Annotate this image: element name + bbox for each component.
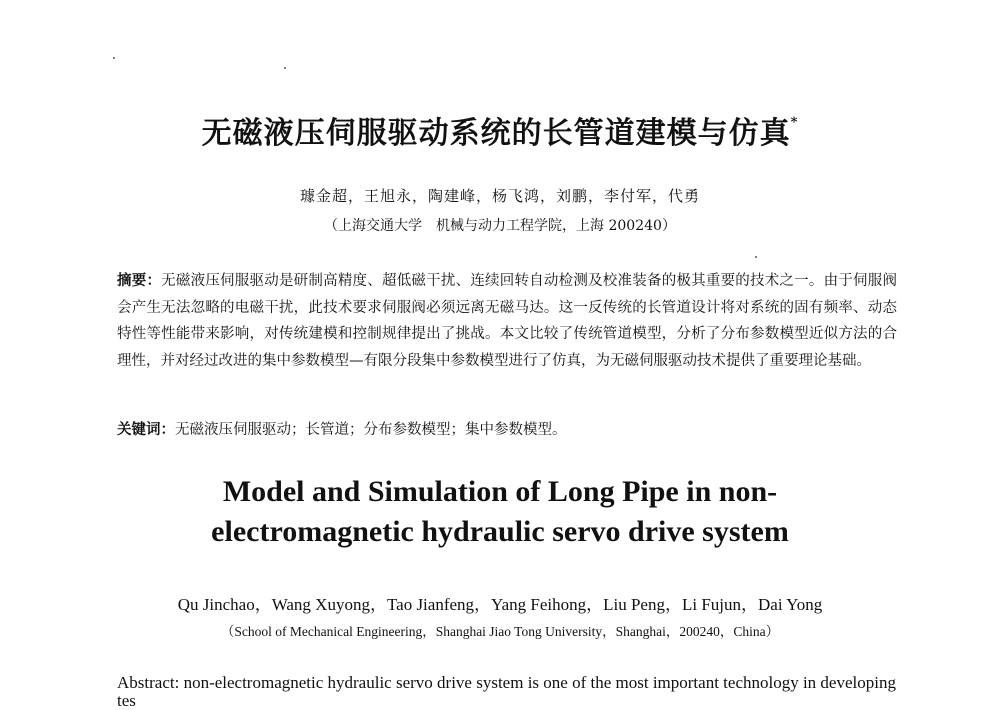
english-authors: Qu Jinchao，Wang Xuyong，Tao Jianfeng，Yang Feihong，Liu Peng，Li Fujun，Dai Yong [177,595,823,614]
english-title-line-2: electromagnetic hydraulic servo drive system [211,515,789,548]
english-abstract-partial: Abstract: non-electromagnetic hydraulic servo drive system is one of the most important technology in developing tes [117,673,896,710]
keywords-text: 无磁液压伺服驱动；长管道；分布参数模型；集中参数模型。 [175,422,567,438]
scan-speck [284,67,286,69]
scan-speck [113,57,115,59]
english-title-line-1: Model and Simulation of Long Pipe in non- [222,475,778,508]
english-affiliation: （School of Mechanical Engineering，Shanghai Jiao Tong University，Shanghai，200240，China） [220,624,780,639]
keywords-label: 关键词： [117,421,175,438]
title-footnote-mark: * [790,115,799,130]
english-title [0,472,1000,552]
chinese-title-text: 无磁液压伺服驱动系统的长管道建模与仿真 [201,116,791,151]
chinese-affiliation: （上海交通大学 机械与动力工程学院，上海 200240） [324,218,676,234]
chinese-authors: 璩金超，王旭永，陶建峰，杨飞鸿，刘鹏，李付军，代勇 [299,187,700,205]
chinese-title [0,108,1000,152]
scan-speck [755,256,757,258]
chinese-keywords [117,417,897,443]
abstract-text: 无磁液压伺服驱动是研制高精度、超低磁干扰、连续回转自动检测及校准装备的极其重要的技术之一。由于伺服阀会产生无法忽略的电磁干扰，此技术要求伺服阀必须远离无磁马达。这一反传统的长管道设计将对系统的固有频率、动态特性等性能带来影响，对传统建模和控制规律提出了挑战。本文比较了传统管道模型，分析了分布参数模型近似方法的合理性，并对经过改进的集中参数模型—有限分段集中参数模型进行了仿真，为无磁伺服驱动技术提供了重要理论基础。 [117,273,898,369]
abstract-label: 摘要： [117,272,162,289]
chinese-abstract [117,268,897,374]
